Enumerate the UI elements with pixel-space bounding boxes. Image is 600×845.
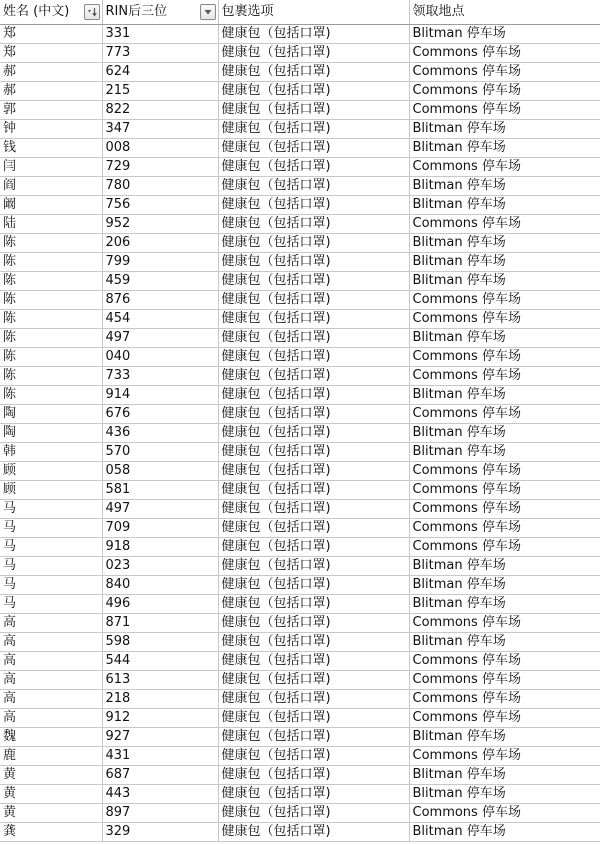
location-cell[interactable]: Commons 停车场 <box>409 158 600 177</box>
package-cell[interactable]: 健康包（包括口罩) <box>218 785 409 804</box>
name-cell[interactable]: 陈 <box>0 310 102 329</box>
header-name-label: 姓名 (中文) <box>3 4 70 19</box>
location-cell[interactable]: Blitman 停车场 <box>409 139 600 158</box>
location-cell[interactable]: Commons 停车场 <box>409 652 600 671</box>
table-row <box>0 310 600 329</box>
table-row <box>0 63 600 82</box>
package-cell[interactable]: 健康包（包括口罩) <box>218 614 409 633</box>
location-cell[interactable]: Blitman 停车场 <box>409 595 600 614</box>
rin-cell[interactable]: 570 <box>102 443 218 462</box>
location-cell[interactable]: Commons 停车场 <box>409 671 600 690</box>
name-cell[interactable]: 鹿 <box>0 747 102 766</box>
table-row <box>0 158 600 177</box>
name-cell[interactable]: 龚 <box>0 823 102 842</box>
name-cell[interactable]: 高 <box>0 614 102 633</box>
package-cell[interactable]: 健康包（包括口罩) <box>218 367 409 386</box>
table-row <box>0 595 600 614</box>
name-cell[interactable]: 陈 <box>0 234 102 253</box>
package-cell[interactable]: 健康包（包括口罩) <box>218 595 409 614</box>
location-cell[interactable]: Blitman 停车场 <box>409 25 600 44</box>
name-cell[interactable]: 陈 <box>0 291 102 310</box>
name-cell[interactable]: 陶 <box>0 405 102 424</box>
name-cell[interactable]: 闫 <box>0 158 102 177</box>
name-cell[interactable]: 韩 <box>0 443 102 462</box>
table-row <box>0 766 600 785</box>
rin-cell[interactable]: 347 <box>102 120 218 139</box>
rin-cell[interactable]: 496 <box>102 595 218 614</box>
table-row <box>0 538 600 557</box>
table-row <box>0 519 600 538</box>
table-row <box>0 348 600 367</box>
rin-cell[interactable]: 206 <box>102 234 218 253</box>
package-cell[interactable]: 健康包（包括口罩) <box>218 823 409 842</box>
rin-cell[interactable]: 454 <box>102 310 218 329</box>
rin-cell[interactable]: 443 <box>102 785 218 804</box>
location-cell[interactable]: Commons 停车场 <box>409 405 600 424</box>
package-cell[interactable]: 健康包（包括口罩) <box>218 690 409 709</box>
name-cell[interactable]: 陶 <box>0 424 102 443</box>
table-row <box>0 690 600 709</box>
table-row <box>0 443 600 462</box>
package-cell[interactable]: 健康包（包括口罩) <box>218 158 409 177</box>
table-row <box>0 139 600 158</box>
rin-cell[interactable]: 058 <box>102 462 218 481</box>
location-cell[interactable]: Commons 停车场 <box>409 215 600 234</box>
package-cell[interactable]: 健康包（包括口罩) <box>218 576 409 595</box>
package-cell[interactable]: 健康包（包括口罩) <box>218 386 409 405</box>
location-cell[interactable]: Commons 停车场 <box>409 462 600 481</box>
name-cell[interactable]: 高 <box>0 690 102 709</box>
package-cell[interactable]: 健康包（包括口罩) <box>218 443 409 462</box>
table-row <box>0 291 600 310</box>
table-row <box>0 576 600 595</box>
package-cell[interactable]: 健康包（包括口罩) <box>218 671 409 690</box>
table-row <box>0 367 600 386</box>
location-cell[interactable]: Blitman 停车场 <box>409 177 600 196</box>
location-cell[interactable]: Commons 停车场 <box>409 614 600 633</box>
table-row <box>0 215 600 234</box>
location-cell[interactable]: Blitman 停车场 <box>409 823 600 842</box>
rin-cell[interactable]: 897 <box>102 804 218 823</box>
table-row <box>0 177 600 196</box>
name-cell[interactable]: 陈 <box>0 272 102 291</box>
package-cell[interactable]: 健康包（包括口罩) <box>218 766 409 785</box>
table-row <box>0 101 600 120</box>
rin-cell[interactable]: 952 <box>102 215 218 234</box>
table-row <box>0 25 600 44</box>
header-name[interactable] <box>0 0 102 25</box>
name-cell[interactable]: 高 <box>0 709 102 728</box>
rin-cell[interactable]: 624 <box>102 63 218 82</box>
name-cell[interactable]: 黄 <box>0 785 102 804</box>
package-cell[interactable]: 健康包（包括口罩) <box>218 519 409 538</box>
name-cell[interactable]: 高 <box>0 652 102 671</box>
header-row <box>0 0 600 25</box>
table-row <box>0 785 600 804</box>
rin-cell[interactable]: 581 <box>102 481 218 500</box>
rin-cell[interactable]: 676 <box>102 405 218 424</box>
rin-cell[interactable]: 729 <box>102 158 218 177</box>
rin-cell[interactable]: 914 <box>102 386 218 405</box>
name-cell[interactable]: 魏 <box>0 728 102 747</box>
rin-cell[interactable]: 215 <box>102 82 218 101</box>
rin-cell[interactable]: 876 <box>102 291 218 310</box>
name-cell[interactable]: 郝 <box>0 63 102 82</box>
package-cell[interactable]: 健康包（包括口罩) <box>218 462 409 481</box>
name-cell[interactable]: 黄 <box>0 804 102 823</box>
rin-cell[interactable]: 871 <box>102 614 218 633</box>
package-cell[interactable]: 健康包（包括口罩) <box>218 728 409 747</box>
rin-cell[interactable]: 733 <box>102 367 218 386</box>
package-cell[interactable]: 健康包（包括口罩) <box>218 557 409 576</box>
location-cell[interactable]: Commons 停车场 <box>409 500 600 519</box>
header-package[interactable] <box>218 0 409 25</box>
name-cell[interactable]: 陆 <box>0 215 102 234</box>
location-cell[interactable]: Commons 停车场 <box>409 538 600 557</box>
location-cell[interactable]: Commons 停车场 <box>409 367 600 386</box>
rin-cell[interactable]: 780 <box>102 177 218 196</box>
name-cell[interactable]: 陈 <box>0 367 102 386</box>
rin-cell[interactable]: 709 <box>102 519 218 538</box>
rin-cell[interactable]: 040 <box>102 348 218 367</box>
header-package-label: 包裹选项 <box>221 4 274 19</box>
location-cell[interactable]: Blitman 停车场 <box>409 766 600 785</box>
header-location[interactable] <box>409 0 600 25</box>
package-cell[interactable]: 健康包（包括口罩) <box>218 747 409 766</box>
rin-cell[interactable]: 927 <box>102 728 218 747</box>
table-row <box>0 709 600 728</box>
rin-cell[interactable]: 822 <box>102 101 218 120</box>
location-cell[interactable]: Commons 停车场 <box>409 348 600 367</box>
rin-cell[interactable]: 008 <box>102 139 218 158</box>
header-location-label: 领取地点 <box>412 4 465 19</box>
rin-cell[interactable]: 218 <box>102 690 218 709</box>
package-cell[interactable]: 健康包（包括口罩) <box>218 329 409 348</box>
name-cell[interactable]: 马 <box>0 557 102 576</box>
package-cell[interactable]: 健康包（包括口罩) <box>218 538 409 557</box>
location-cell[interactable]: Commons 停车场 <box>409 481 600 500</box>
name-cell[interactable]: 郭 <box>0 101 102 120</box>
name-cell[interactable]: 陈 <box>0 348 102 367</box>
table-row <box>0 405 600 424</box>
package-cell[interactable]: 健康包（包括口罩) <box>218 310 409 329</box>
package-cell[interactable]: 健康包（包括口罩) <box>218 348 409 367</box>
name-cell[interactable]: 马 <box>0 538 102 557</box>
table-row <box>0 462 600 481</box>
table-row <box>0 386 600 405</box>
location-cell[interactable]: Blitman 停车场 <box>409 196 600 215</box>
package-cell[interactable]: 健康包（包括口罩) <box>218 177 409 196</box>
table-row <box>0 253 600 272</box>
location-cell[interactable]: Blitman 停车场 <box>409 424 600 443</box>
rin-cell[interactable]: 918 <box>102 538 218 557</box>
location-cell[interactable]: Blitman 停车场 <box>409 329 600 348</box>
table-row <box>0 329 600 348</box>
location-cell[interactable]: Commons 停车场 <box>409 291 600 310</box>
location-cell[interactable]: Blitman 停车场 <box>409 272 600 291</box>
rin-cell[interactable]: 436 <box>102 424 218 443</box>
table-row <box>0 424 600 443</box>
rin-cell[interactable]: 687 <box>102 766 218 785</box>
location-cell[interactable]: Blitman 停车场 <box>409 120 600 139</box>
location-cell[interactable]: Blitman 停车场 <box>409 633 600 652</box>
location-cell[interactable]: Blitman 停车场 <box>409 785 600 804</box>
sort-filter-icon[interactable] <box>84 4 100 20</box>
table-row <box>0 823 600 842</box>
package-cell[interactable]: 健康包（包括口罩) <box>218 652 409 671</box>
rin-cell[interactable]: 912 <box>102 709 218 728</box>
table-row <box>0 234 600 253</box>
name-cell[interactable]: 钟 <box>0 120 102 139</box>
package-cell[interactable]: 健康包（包括口罩) <box>218 291 409 310</box>
name-cell[interactable]: 马 <box>0 519 102 538</box>
table-row <box>0 747 600 766</box>
rin-cell[interactable]: 799 <box>102 253 218 272</box>
name-cell[interactable]: 陈 <box>0 386 102 405</box>
location-cell[interactable]: Blitman 停车场 <box>409 386 600 405</box>
table-row <box>0 500 600 519</box>
rin-cell[interactable]: 544 <box>102 652 218 671</box>
filter-dropdown-icon[interactable] <box>200 4 216 20</box>
package-cell[interactable]: 健康包（包括口罩) <box>218 44 409 63</box>
location-cell[interactable]: Blitman 停车场 <box>409 253 600 272</box>
location-cell[interactable]: Commons 停车场 <box>409 44 600 63</box>
package-cell[interactable]: 健康包（包括口罩) <box>218 234 409 253</box>
table-row <box>0 804 600 823</box>
name-cell[interactable]: 马 <box>0 595 102 614</box>
package-cell[interactable]: 健康包（包括口罩) <box>218 101 409 120</box>
package-cell[interactable]: 健康包（包括口罩) <box>218 633 409 652</box>
table-row <box>0 614 600 633</box>
package-cell[interactable]: 健康包（包括口罩) <box>218 481 409 500</box>
package-cell[interactable]: 健康包（包括口罩) <box>218 500 409 519</box>
name-cell[interactable]: 马 <box>0 576 102 595</box>
package-cell[interactable]: 健康包（包括口罩) <box>218 272 409 291</box>
rin-cell[interactable]: 331 <box>102 25 218 44</box>
package-cell[interactable]: 健康包（包括口罩) <box>218 405 409 424</box>
name-cell[interactable]: 黄 <box>0 766 102 785</box>
package-cell[interactable]: 健康包（包括口罩) <box>218 196 409 215</box>
location-cell[interactable]: Commons 停车场 <box>409 519 600 538</box>
name-cell[interactable]: 顾 <box>0 481 102 500</box>
rin-cell[interactable]: 497 <box>102 500 218 519</box>
location-cell[interactable]: Commons 停车场 <box>409 747 600 766</box>
rin-cell[interactable]: 613 <box>102 671 218 690</box>
header-rin[interactable] <box>102 0 218 25</box>
location-cell[interactable]: Commons 停车场 <box>409 709 600 728</box>
location-cell[interactable]: Blitman 停车场 <box>409 557 600 576</box>
table-row <box>0 196 600 215</box>
name-cell[interactable]: 高 <box>0 633 102 652</box>
location-cell[interactable]: Blitman 停车场 <box>409 728 600 747</box>
location-cell[interactable]: Commons 停车场 <box>409 690 600 709</box>
rin-cell[interactable]: 497 <box>102 329 218 348</box>
name-cell[interactable]: 郑 <box>0 44 102 63</box>
table-row <box>0 120 600 139</box>
location-cell[interactable]: Blitman 停车场 <box>409 576 600 595</box>
table-row <box>0 481 600 500</box>
package-cell[interactable]: 健康包（包括口罩) <box>218 709 409 728</box>
name-cell[interactable]: 阎 <box>0 177 102 196</box>
location-cell[interactable]: Commons 停车场 <box>409 63 600 82</box>
location-cell[interactable]: Commons 停车场 <box>409 310 600 329</box>
rin-cell[interactable]: 329 <box>102 823 218 842</box>
package-cell[interactable]: 健康包（包括口罩) <box>218 120 409 139</box>
table-row <box>0 272 600 291</box>
name-cell[interactable]: 马 <box>0 500 102 519</box>
table-row <box>0 557 600 576</box>
location-cell[interactable]: Commons 停车场 <box>409 101 600 120</box>
table-row <box>0 652 600 671</box>
table-row <box>0 671 600 690</box>
name-cell[interactable]: 钱 <box>0 139 102 158</box>
table-row <box>0 44 600 63</box>
name-cell[interactable]: 顾 <box>0 462 102 481</box>
rin-cell[interactable]: 431 <box>102 747 218 766</box>
rin-cell[interactable]: 840 <box>102 576 218 595</box>
table-row <box>0 82 600 101</box>
table-row <box>0 633 600 652</box>
location-cell[interactable]: Blitman 停车场 <box>409 443 600 462</box>
package-cell[interactable]: 健康包（包括口罩) <box>218 253 409 272</box>
header-rin-label: RIN后三位 <box>105 4 168 19</box>
package-cell[interactable]: 健康包（包括口罩) <box>218 804 409 823</box>
package-cell[interactable]: 健康包（包括口罩) <box>218 63 409 82</box>
rin-cell[interactable]: 756 <box>102 196 218 215</box>
name-cell[interactable]: 陈 <box>0 253 102 272</box>
package-cell[interactable]: 健康包（包括口罩) <box>218 424 409 443</box>
name-cell[interactable]: 陈 <box>0 329 102 348</box>
package-cell[interactable]: 健康包（包括口罩) <box>218 25 409 44</box>
rin-cell[interactable]: 459 <box>102 272 218 291</box>
rin-cell[interactable]: 773 <box>102 44 218 63</box>
package-cell[interactable]: 健康包（包括口罩) <box>218 139 409 158</box>
name-cell[interactable]: 阚 <box>0 196 102 215</box>
rin-cell[interactable]: 023 <box>102 557 218 576</box>
location-cell[interactable]: Commons 停车场 <box>409 804 600 823</box>
package-cell[interactable]: 健康包（包括口罩) <box>218 215 409 234</box>
name-cell[interactable]: 高 <box>0 671 102 690</box>
location-cell[interactable]: Commons 停车场 <box>409 82 600 101</box>
rin-cell[interactable]: 598 <box>102 633 218 652</box>
name-cell[interactable]: 郝 <box>0 82 102 101</box>
name-cell[interactable]: 郑 <box>0 25 102 44</box>
package-cell[interactable]: 健康包（包括口罩) <box>218 82 409 101</box>
location-cell[interactable]: Blitman 停车场 <box>409 234 600 253</box>
table-body <box>0 25 600 842</box>
table-row <box>0 728 600 747</box>
